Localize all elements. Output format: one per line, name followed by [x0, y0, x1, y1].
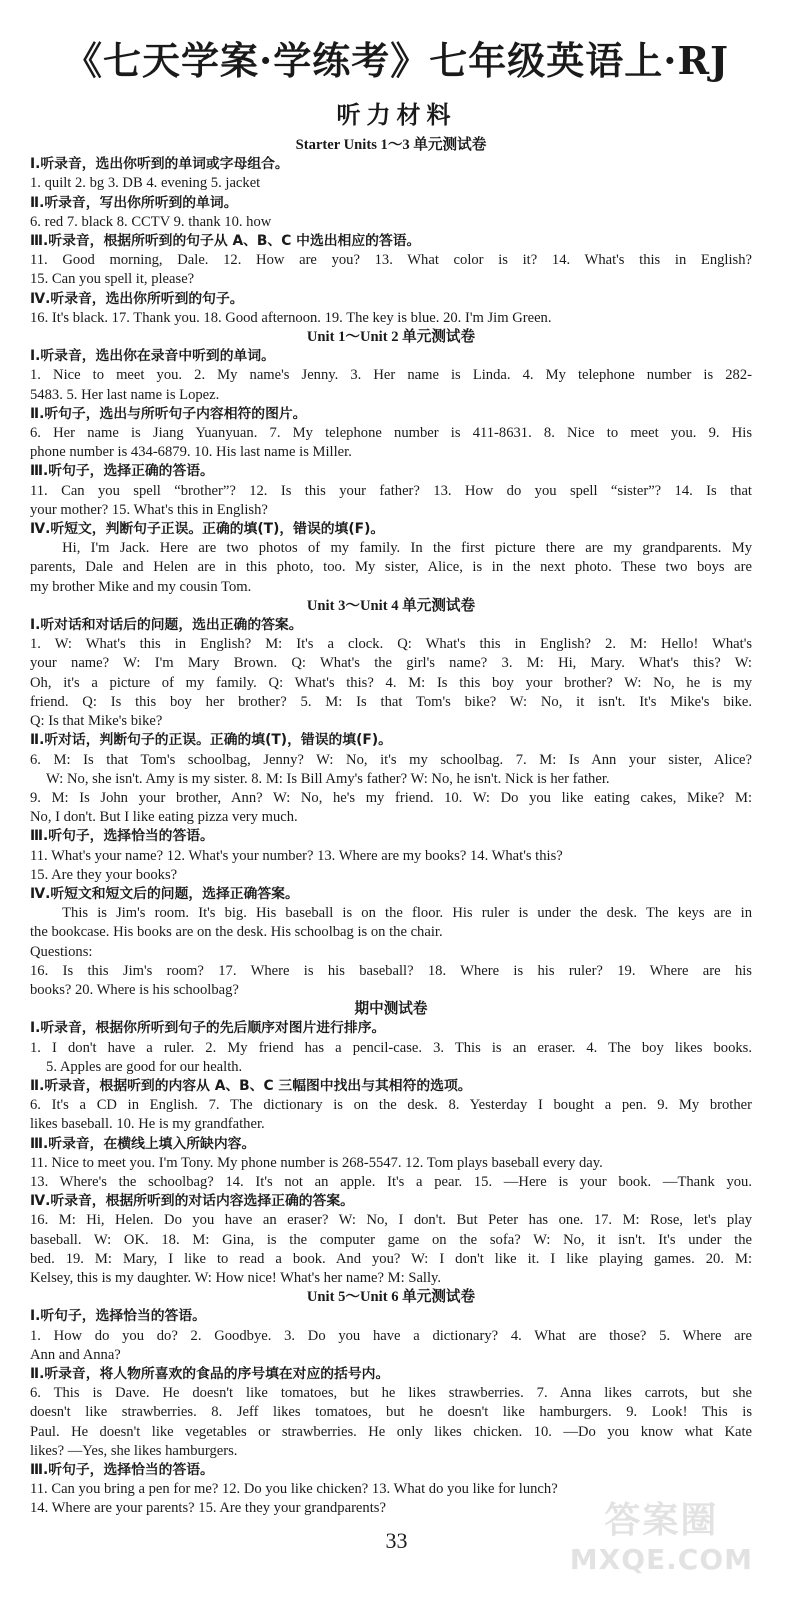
watermark-logo: [570, 1492, 753, 1576]
paragraph-line: This is Jim's room. It's big. His baseball is on the floor. His ruler is under the desk. The keys are in: [62, 905, 752, 922]
section-instruction: Ⅲ.听录音，根据所听到的句子从 A、B、C 中选出相应的答语。: [30, 233, 421, 250]
section-instruction: Ⅰ.听句子，选择恰当的答语。: [30, 1308, 206, 1325]
transcript-line: 16. It's black. 17. Thank you. 18. Good afternoon. 19. The key is blue. 20. I'm Jim Green.: [30, 309, 552, 326]
section-instruction: Ⅲ.听录音，在横线上填入所缺内容。: [30, 1135, 256, 1152]
transcript-line: 1. W: What's this in English? M: It's a clock. Q: What's this in English? 2. M: Hello! What's: [30, 636, 752, 653]
transcript-line: 5483. 5. Her last name is Lopez.: [30, 386, 220, 403]
transcript-line: 11. Can you spell “brother”? 12. Is this your father? 13. How do you spell “sister”? 14. Is that: [30, 482, 752, 499]
listening-transcript: [30, 136, 752, 1519]
section-instruction: Ⅰ.听录音，选出你听到的单词或字母组合。: [30, 156, 289, 173]
section-instruction: Ⅰ.听录音，根据你所听到句子的先后顺序对图片进行排序。: [30, 1020, 386, 1037]
transcript-line: 11. Good morning, Dale. 12. How are you? 13. What color is it? 14. What's this in English?: [30, 252, 752, 269]
transcript-line: 1. quilt 2. bg 3. DB 4. evening 5. jacket: [30, 175, 261, 192]
unit-heading: Unit 1～Unit 2 单元测试卷: [306, 329, 476, 346]
section-title: 听力材料: [336, 100, 457, 129]
transcript-line: 6. red 7. black 8. CCTV 9. thank 10. how: [30, 213, 272, 230]
transcript-line: your mother? 15. What's this in English?: [30, 501, 268, 518]
transcript-line: 14. Where are your parents? 15. Are they your grandparents?: [30, 1500, 386, 1517]
transcript-line: 1. How do you do? 2. Goodbye. 3. Do you have a dictionary? 4. What are those? 5. Where are: [30, 1327, 752, 1344]
transcript-line: friend. Q: Is this boy her brother? 5. M: Is that Tom's bike? W: No, it isn't. It's Mike's bike.: [30, 693, 752, 710]
page-number: 33: [385, 1528, 408, 1553]
watermark-text-bottom: MXQE.COM: [569, 1543, 753, 1576]
unit-heading: Unit 5～Unit 6 单元测试卷: [306, 1289, 476, 1306]
paragraph-line: Hi, I'm Jack. Here are two photos of my family. In the first picture there are my grandparents. My: [62, 540, 752, 557]
section-instruction: Ⅰ.听对话和对话后的问题，选出正确的答案。: [30, 617, 303, 634]
section-instruction: Ⅳ.听录音，根据所听到的对话内容选择正确的答案。: [30, 1193, 354, 1210]
transcript-line: Questions:: [30, 943, 93, 960]
section-instruction: Ⅱ.听句子，选出与所听句子内容相符的图片。: [30, 405, 307, 422]
transcript-line: 13. Where's the schoolbag? 14. It's not an apple. It's a pear. 15. —Here is your book. —Thank you.: [30, 1173, 752, 1190]
transcript-line: No, I don't. But I like eating pizza very much.: [30, 809, 298, 826]
transcript-line: baseball. W: OK. 18. M: Gina, is the computer game on the sofa? W: No, it isn't. It's under the: [30, 1231, 752, 1248]
transcript-line: parents, Dale and Helen are in this photo, too. My sister, Alice, is in the next photo. These two boys are: [30, 559, 752, 576]
section-instruction: Ⅲ.听句子，选择恰当的答语。: [30, 1462, 214, 1479]
transcript-line: my brother Mike and my cousin Tom.: [30, 578, 252, 595]
section-instruction: Ⅱ.听对话，判断句子的正误。正确的填(T)，错误的填(F)。: [30, 732, 392, 749]
transcript-line: 9. M: Is John your brother, Ann? W: No, he's my friend. 10. W: Do you like eating cakes, Mike? M:: [30, 789, 752, 806]
transcript-line: 16. Is this Jim's room? 17. Where is his baseball? 18. Where is his ruler? 19. Where are his: [30, 962, 752, 979]
transcript-line: your name? W: I'm Mary Brown. Q: What's the girl's name? 3. M: Hi, Mary. What's this? W:: [30, 655, 752, 672]
transcript-line: 1. I don't have a ruler. 2. My friend has a pencil-case. 3. This is an eraser. 4. The boy likes books.: [30, 1039, 752, 1056]
transcript-line: 5. Apples are good for our health.: [46, 1058, 243, 1075]
transcript-line: 11. What's your name? 12. What's your number? 13. Where are my books? 14. What's this?: [30, 847, 563, 864]
transcript-line: Ann and Anna?: [30, 1346, 121, 1363]
transcript-line: Q: Is that Mike's bike?: [30, 713, 163, 730]
section-instruction: Ⅲ.听句子，选择恰当的答语。: [30, 828, 214, 845]
transcript-line: 11. Nice to meet you. I'm Tony. My phone number is 268-5547. 12. Tom plays baseball every day.: [30, 1154, 603, 1171]
page-title: 《七天学案·学练考》七年级英语上·RJ: [63, 38, 730, 83]
transcript-line: 6. It's a CD in English. 7. The dictionary is on the desk. 8. Yesterday I bought a pen. 9. My brother: [30, 1097, 752, 1114]
unit-heading: Unit 3～Unit 4 单元测试卷: [306, 597, 476, 614]
transcript-line: Kelsey, this is my daughter. W: How nice! What's her name? M: Sally.: [30, 1269, 442, 1286]
transcript-line: 15. Are they your books?: [30, 866, 178, 883]
transcript-line: 16. M: Hi, Helen. Do you have an eraser? W: No, I don't. But Peter has one. 17. M: Rose, let's play: [30, 1212, 752, 1229]
transcript-line: likes baseball. 10. He is my grandfather.: [30, 1116, 265, 1133]
watermark-text-top: 答案圈: [604, 1500, 719, 1541]
unit-heading: Starter Units 1～3 单元测试卷: [295, 137, 487, 153]
section-instruction: Ⅱ.听录音，写出你所听到的单词。: [30, 194, 238, 211]
section-instruction: Ⅱ.听录音，将人物所喜欢的食品的序号填在对应的括号内。: [30, 1366, 390, 1382]
transcript-line: 1. Nice to meet you. 2. My name's Jenny. 3. Her name is Linda. 4. My telephone number is 282-: [30, 367, 752, 384]
section-instruction: Ⅳ.听短文和短文后的问题，选择正确答案。: [30, 885, 299, 902]
transcript-line: 6. Her name is Jiang Yuanyuan. 7. My telephone number is 411-8631. 8. Nice to meet you. 9. His: [30, 425, 752, 442]
transcript-line: Paul. He doesn't like vegetables or strawberries. He only likes chicken. 10. —Do you know what Kate: [30, 1423, 752, 1440]
transcript-line: 15. Can you spell it, please?: [30, 271, 195, 288]
section-instruction: Ⅳ.听录音，选出你所听到的句子。: [30, 290, 244, 307]
transcript-line: 6. This is Dave. He doesn't like tomatoes, but he likes strawberries. 7. Anna likes carrots, but she: [30, 1385, 752, 1402]
transcript-line: 6. M: Is that Tom's schoolbag, Jenny? W: No, it's my schoolbag. 7. M: Is Ann your sister, Alice?: [30, 751, 752, 768]
section-instruction: Ⅰ.听录音，选出你在录音中听到的单词。: [30, 348, 275, 365]
transcript-line: 11. Can you bring a pen for me? 12. Do you like chicken? 13. What do you like for lunch?: [30, 1481, 558, 1498]
transcript-line: doesn't like strawberries. 8. Jeff likes tomatoes, but he doesn't like hamburgers. 9. Look! This is: [30, 1404, 752, 1421]
section-instruction: Ⅱ.听录音，根据听到的内容从 A、B、C 三幅图中找出与其相符的选项。: [30, 1077, 472, 1094]
transcript-line: the bookcase. His books are on the desk. His schoolbag is on the chair.: [30, 924, 443, 941]
transcript-line: phone number is 434-6879. 10. His last name is Miller.: [30, 444, 352, 461]
unit-heading: 期中测试卷: [354, 1001, 428, 1018]
transcript-line: W: No, she isn't. Amy is my sister. 8. M: Is Bill Amy's father? W: No, he isn't. Nick is her father.: [46, 770, 610, 787]
transcript-line: likes? —Yes, she likes hamburgers.: [30, 1442, 238, 1459]
transcript-line: Oh, it's a picture of my family. Q: What's this? 4. M: Is this boy your brother? W: No, he is my: [30, 674, 752, 691]
transcript-line: bed. 19. M: Mary, I like to read a book. And you? W: I don't like it. I like playing games. 20. M:: [30, 1250, 752, 1267]
section-instruction: Ⅳ.听短文，判断句子正误。正确的填(T)，错误的填(F)。: [30, 521, 385, 538]
transcript-line: books? 20. Where is his schoolbag?: [30, 981, 239, 998]
section-instruction: Ⅲ.听句子，选择正确的答语。: [30, 463, 214, 480]
